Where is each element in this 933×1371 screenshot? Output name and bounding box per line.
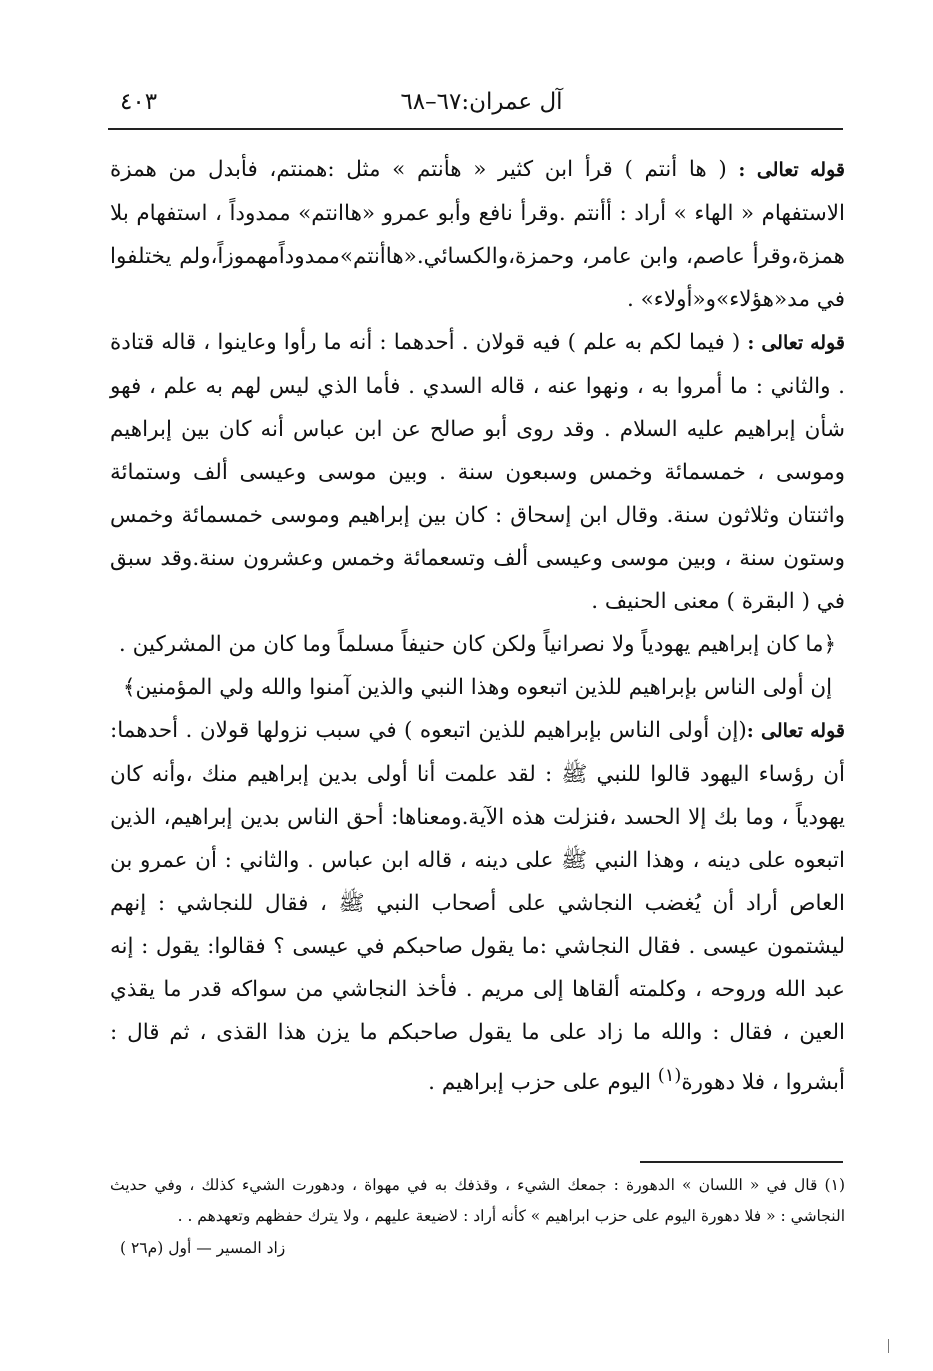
page-header [120, 82, 843, 122]
footnote-rule [640, 1161, 843, 1163]
running-title: آل عمران:٦٧–٦٨ [400, 89, 563, 115]
page-number: ٤٠٣ [120, 89, 158, 115]
paragraph-3 [110, 709, 845, 1104]
footnote-1: (١) قال في « اللسان » الدهورة : جمعك الشيء ، وقذفك به في مهواة ، ودهورت الشيء كذلك ، وفي حديث النجاشي : « فلا دهورة اليوم على حزب ابراهيم » كأنه أراد : لاضيعة عليهم ، ولا يترك حفظهم وتعهدهم . . [110, 1176, 845, 1225]
paragraph-lead: قوله تعالى : [747, 332, 845, 354]
paragraph-text-end: اليوم على حزب إبراهيم . [428, 1070, 658, 1096]
quran-verse-line: إن أولى الناس بإبراهيم للذين اتبعوه وهذا النبي والذين آمنوا والله ولي المؤمنين﴾ [122, 675, 833, 700]
quran-verse-line: ﴿ما كان إبراهيم يهودياً ولا نصرانياً ولكن كان حنيفاً مسلماً وما كان من المشركين . [118, 632, 837, 657]
header-rule [108, 128, 843, 130]
paragraph-lead: قوله تعالى : [738, 159, 845, 181]
paragraph-text: (إن أولى الناس بإبراهيم للذين اتبعوه ) في سبب نزولها قولان . أحدهما: أن رؤساء اليهود قالوا للنبي ﷺ : لقد علمت أنا أولى بدين إبراهيم منك ،وأنه كان يهودياً ، وما بك إلا الحسد ،فنزلت هذه الآية.ومعناها: أحق الناس بدين إبراهيم، الذين اتبعوه على دينه ، وهذا النبي ﷺ على دينه ، قاله ابن عباس . والثاني : أن عمرو بن العاص أراد أن يُغضب النجاشي على أصحاب النبي ﷺ ، فقال للنجاشي : إنهم ليشتمون عيسى . فقال النجاشي :ما يقول صاحبكم في عيسى ؟ فقالوا: يقول : إنه عبد الله وروحه ، وكلمته ألقاها إلى مريم . فأخذ النجاشي من سواكه قدر ما يقذي العين ، فقال : والله ما زاد على ما يقول صاحبكم ما يزن هذا القذى ، ثم قال : أبشروا ، فلا دهورة [110, 718, 845, 1096]
footnote-reference: (١) [657, 1065, 682, 1086]
book-signature: زاد المسير — أول (م٢٦ ) [120, 1239, 286, 1257]
footnotes [110, 1170, 845, 1232]
scan-edge-mark [888, 1339, 889, 1353]
printer-signature [120, 1233, 843, 1264]
main-text [110, 148, 845, 1104]
paragraph-text: ( فيما لكم به علم ) فيه قولان . أحدهما : أنه ما رأوا وعاينوا ، قاله قتادة . والثاني : ما أمروا به ، ونهوا عنه ، قاله السدي . فأما الذي ليس لهم به علم ، فهو شأن إبراهيم عليه السلام . وقد روى أبو صالح عن ابن عباس أنه كان بين إبراهيم وموسى ، خمسمائة وخمس وسبعون سنة . وبين موسى وعيسى ألف وستمائة واثنتان وثلاثون سنة. وقال ابن إسحاق : كان بين إبراهيم وموسى خمسمائة وخمس وستون سنة ، وبين موسى وعيسى ألف وتسعمائة وخمس وعشرون سنة.وقد سبق في ( البقرة ) معنى الحنيف . [110, 330, 845, 614]
paragraph-2 [110, 321, 845, 623]
paragraph-1 [110, 148, 845, 321]
paragraph-lead: قوله تعالى : [746, 720, 845, 742]
paragraph-text: ( ها أنتم ) قرأ ابن كثير « هأنتم » مثل :همنتم، فأبدل من همزة الاستفهام « الهاء » أراد : أأنتم .وقرأ نافع وأبو عمرو «هاانتم» ممدوداً ، استفهام بلا همزة،وقرأ عاصم، وابن عامر، وحمزة،والكسائي.«هاأنتم»ممدوداًمهموزاً،ولم يختلفوا في مد«هؤلاء»و«أولاء» . [110, 157, 845, 312]
